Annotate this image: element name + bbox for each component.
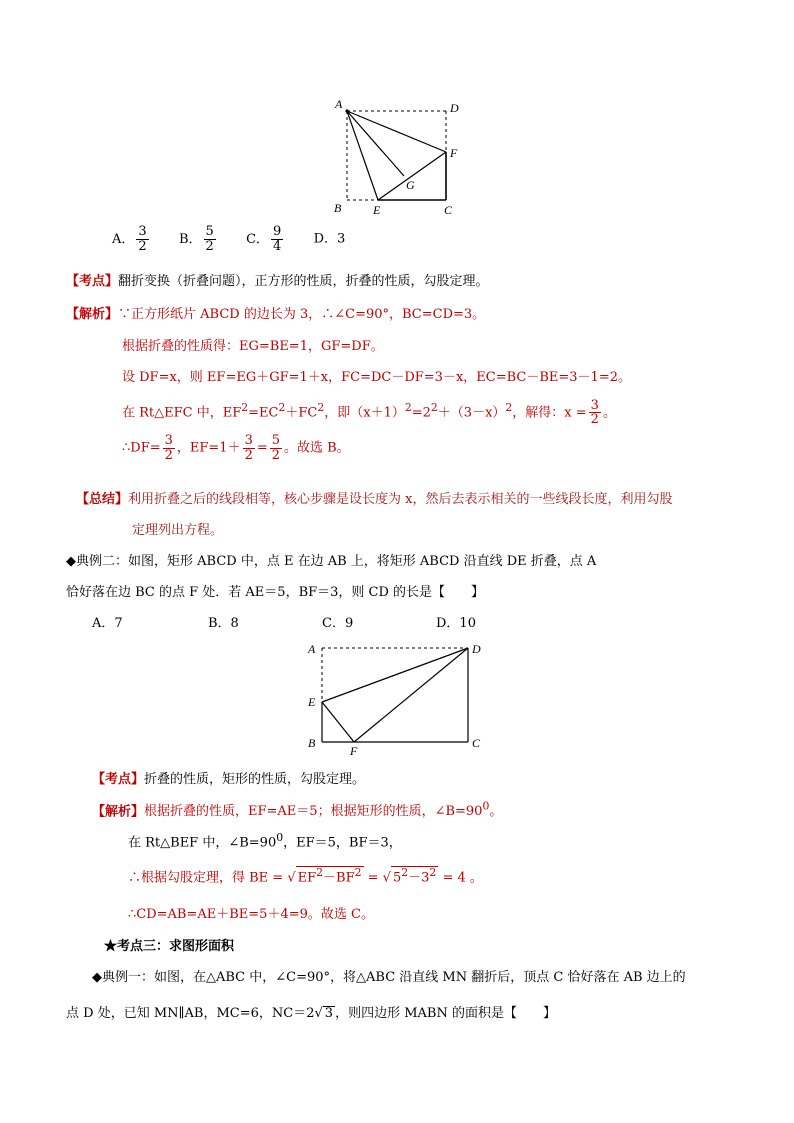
jiexi-2-line2: 在 Rt△BEF 中，$\angle B=90^0$，EF＝5，BF＝3，: [128, 831, 402, 851]
example2-line2: 恰好落在边 BC 的点 F 处．若 AE＝5，BF＝3，则 CD 的长是【 】: [66, 585, 485, 600]
label-G: G: [406, 178, 415, 192]
example2-option-c: C．9: [322, 616, 354, 631]
q1-options: [112, 225, 345, 253]
jiexi-1-line2: 根据折叠的性质得：EG=BE=1，GF=DF。: [122, 339, 384, 354]
label-F: F: [450, 146, 458, 160]
figure-square-fold: [330, 96, 466, 220]
option-c: C． $\frac{9}{4}$: [246, 224, 282, 254]
example3-line1: ◆典例一：如图，在△ABC 中，∠C=90°，将△ABC 沿直线 MN 翻折后，顶点 C 恰好落在 AB 边上的: [92, 970, 686, 985]
label-A: A: [308, 642, 316, 656]
example2-line1: ◆典例二：如图，矩形 ABCD 中，点 E 在边 AB 上，将矩形 ABCD 沿直线 DE 折叠，点 A: [66, 554, 597, 569]
example2-option-a: A．7: [92, 616, 123, 631]
jiexi-1-line5: ∴DF= $\frac{3}{2}$ ，EF=1＋ $\frac{3}{2}$ = $\frac{5}{2}$ 。故选 B。: [122, 433, 350, 463]
option-b: B． $\frac{5}{2}$: [178, 224, 214, 254]
section3-title: ★考点三：求图形面积: [104, 939, 235, 954]
example2-option-b: B．8: [208, 616, 239, 631]
option-a: A． $\frac{3}{2}$: [112, 224, 147, 254]
jiexi-1-line1: 【解析】∵正方形纸片 ABCD 的边长为 3，∴∠C=90°，BC=CD=3。: [66, 307, 486, 322]
label-B: B: [308, 736, 316, 750]
label-D: D: [472, 642, 481, 656]
figure-rectangle-fold: [304, 638, 494, 758]
zongjie-1-line2: 定理列出方程。: [132, 523, 224, 538]
example2-option-d: D．10: [436, 616, 476, 631]
option-d: D．3: [313, 231, 346, 247]
jiexi-1-line3: 设 DF=x，则 EF=EG＋GF=1＋x，FC=DC－DF=3－x，EC=BC－BE=3－1=2。: [122, 370, 631, 385]
example3-line2: 点 D 处，已知 MN∥AB，MC=6，NC＝2√ 3 ，则四边形 MABN 的面积是【 】: [66, 1006, 556, 1021]
kaodian-1: 【考点】翻折变换（折叠问题），正方形的性质，折叠的性质，勾股定理。: [66, 274, 489, 289]
label-C: C: [472, 736, 481, 750]
label-F: F: [350, 744, 358, 758]
jiexi-2-line3: ∴根据勾股定理，得 BE = √ $EF^2-BF^2$ = √ $5^2-3^2 = 4$ 。: [128, 866, 483, 886]
kaodian-2: 【考点】折叠的性质，矩形的性质，勾股定理。: [92, 772, 366, 787]
zongjie-1-line1: 【总结】利用折叠之后的线段相等，核心步骤是设长度为 x，然后去表示相关的一些线段长度，利用勾股: [76, 492, 673, 507]
jiexi-1-line4: 在 Rt△EFC 中，$EF^2=EC^2+FC^2$，即$(x+1)^2=2^2+(3-x)^2$，解得：x = $\frac{3}{2}$ 。: [122, 397, 616, 428]
label-C: C: [444, 203, 453, 217]
label-D: D: [450, 101, 459, 115]
label-B: B: [334, 201, 342, 215]
label-A: A: [335, 97, 343, 111]
label-E: E: [308, 695, 316, 709]
label-E: E: [373, 203, 381, 217]
jiexi-2-line4: ∴CD=AB=AE＋BE=5＋4=9。故选 C。: [128, 907, 374, 922]
jiexi-2-line1: 【解析】根据折叠的性质，EF=AE＝5；根据矩形的性质，$\angle B=90^0$。: [92, 800, 503, 820]
